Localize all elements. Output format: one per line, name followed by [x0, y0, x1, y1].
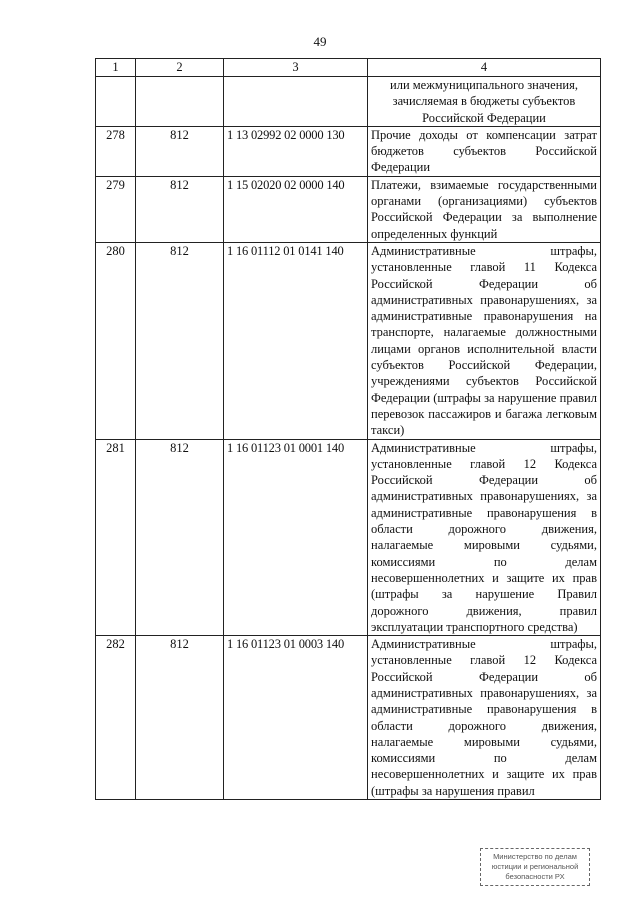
description-cell: Административные штрафы, установленные главой 12 Кодекса Российской Федерации об административных правонарушениях, за административные правонарушения в области дорожного движения, налагаемые мировыми судьями, комиссиями по делам несовершеннолетних и защите их прав (штрафы за нарушение Правил дорожного движения, правил эксплуатации транспортного средства)	[368, 439, 601, 636]
budget-code-cell: 1 16 01123 01 0003 140	[224, 636, 368, 800]
column-header-4: 4	[368, 59, 601, 77]
column-header-1: 1	[96, 59, 136, 77]
table-row-continuation	[96, 77, 601, 127]
table-row	[96, 242, 601, 439]
row-number-cell	[96, 77, 136, 127]
column-header-3: 3	[224, 59, 368, 77]
row-number-cell: 282	[96, 636, 136, 800]
row-number-cell: 278	[96, 126, 136, 176]
table-row	[96, 176, 601, 242]
row-number-cell: 279	[96, 176, 136, 242]
row-number-cell: 280	[96, 242, 136, 439]
budget-revenue-table	[95, 58, 601, 800]
registration-stamp	[480, 848, 590, 886]
description-cell: или межмуниципального значения, зачисляемая в бюджеты субъектов Российской Федерации	[368, 77, 601, 127]
table-row	[96, 126, 601, 176]
description-cell: Прочие доходы от компенсации затрат бюджетов субъектов Российской Федерации	[368, 126, 601, 176]
administrator-code-cell: 812	[136, 242, 224, 439]
budget-code-cell	[224, 77, 368, 127]
row-number-cell: 281	[96, 439, 136, 636]
budget-code-cell: 1 16 01112 01 0141 140	[224, 242, 368, 439]
description-cell: Платежи, взимаемые государственными органами (организациями) субъектов Российской Федерации за выполнение определенных функций	[368, 176, 601, 242]
description-cell: Административные штрафы, установленные главой 12 Кодекса Российской Федерации об административных правонарушениях, за административные правонарушения в области дорожного движения, налагаемые мировыми судьями, комиссиями по делам несовершеннолетних и защите их прав (штрафы за нарушения правил	[368, 636, 601, 800]
administrator-code-cell: 812	[136, 636, 224, 800]
description-cell: Административные штрафы, установленные главой 11 Кодекса Российской Федерации об административных правонарушениях, за административные правонарушения на транспорте, налагаемые должностными лицами органов исполнительной власти субъектов Российской Федерации, учреждениями субъектов Российской Федерации (штрафы за нарушение правил перевозок пассажиров и багажа легковым такси)	[368, 242, 601, 439]
budget-code-cell: 1 15 02020 02 0000 140	[224, 176, 368, 242]
column-header-2: 2	[136, 59, 224, 77]
table-header-row	[96, 59, 601, 77]
table-row	[96, 439, 601, 636]
administrator-code-cell	[136, 77, 224, 127]
page-number: 49	[313, 34, 327, 49]
budget-code-cell: 1 16 01123 01 0001 140	[224, 439, 368, 636]
administrator-code-cell: 812	[136, 126, 224, 176]
stamp-line: безопасности РХ	[505, 872, 565, 881]
stamp-line: Министерство по делам	[493, 852, 577, 861]
budget-code-cell: 1 13 02992 02 0000 130	[224, 126, 368, 176]
administrator-code-cell: 812	[136, 176, 224, 242]
table-row	[96, 636, 601, 800]
stamp-line: юстиции и региональной	[491, 862, 579, 871]
administrator-code-cell: 812	[136, 439, 224, 636]
